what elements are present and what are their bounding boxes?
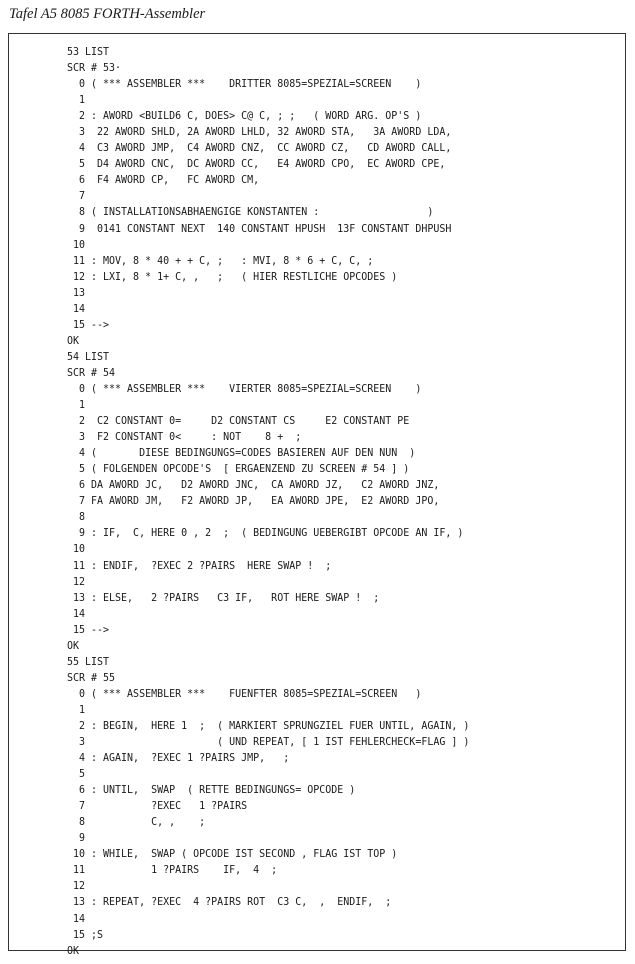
listing-line: 7 <box>67 190 86 203</box>
listing-line: 5 <box>67 768 86 781</box>
listing-line: 4 C3 AWORD JMP, C4 AWORD CNZ, CC AWORD CZ, CD AWORD CALL, <box>67 142 452 155</box>
listing-line: 3 22 AWORD SHLD, 2A AWORD LHLD, 32 AWORD STA, 3A AWORD LDA, <box>67 126 452 139</box>
listing-line: 15 --> <box>67 318 110 331</box>
listing-line: 54 LIST <box>67 350 110 363</box>
listing-line: OK <box>67 334 80 347</box>
listing-line: 13 : REPEAT, ?EXEC 4 ?PAIRS ROT C3 C, , ENDIF, ; <box>67 896 392 909</box>
listing-line: 12 : LXI, 8 * 1+ C, , ; ( HIER RESTLICHE OPCODES ) <box>67 270 398 283</box>
listing-line: 7 FA AWORD JM, F2 AWORD JP, EA AWORD JPE, E2 AWORD JPO, <box>67 495 440 508</box>
listing-line: 10 <box>67 238 86 251</box>
listing-line: 14 <box>67 607 86 620</box>
listing-line: 13 <box>67 286 86 299</box>
listing-line: 9 : IF, C, HERE 0 , 2 ; ( BEDINGUNG UEBERGIBT OPCODE AN IF, ) <box>67 527 464 540</box>
listing-line: 2 C2 CONSTANT 0= D2 CONSTANT CS E2 CONSTANT PE <box>67 415 410 428</box>
listing-line: 53 LIST <box>67 46 110 58</box>
listing-line: SCR # 55 <box>67 671 116 684</box>
listing-line: 14 <box>67 302 86 315</box>
listing-line: 3 F2 CONSTANT 0< : NOT 8 + ; <box>67 431 302 444</box>
listing-line: 11 : MOV, 8 * 40 + + C, ; : MVI, 8 * 6 + C, C, ; <box>67 254 374 267</box>
listing-line: 9 0141 CONSTANT NEXT 140 CONSTANT HPUSH 13F CONSTANT DHPUSH <box>67 222 452 235</box>
listing-line: 1 <box>67 94 86 107</box>
listing-line: 8 <box>67 511 86 524</box>
listing-line: 55 LIST <box>67 655 110 668</box>
listing-line: 3 ( UND REPEAT, [ 1 IST FEHLERCHECK=FLAG ] ) <box>67 736 470 749</box>
listing-line: 10 <box>67 543 86 556</box>
listing-line: 15 --> <box>67 623 110 636</box>
listing-line: 12 <box>67 575 86 588</box>
listing-line: 4 ( DIESE BEDINGUNGS=CODES BASIEREN AUF DEN NUN ) <box>67 447 416 460</box>
listing-line: SCR # 53· <box>67 62 122 75</box>
listing-line: 4 : AGAIN, ?EXEC 1 ?PAIRS JMP, ; <box>67 752 290 765</box>
listing-line: 11 1 ?PAIRS IF, 4 ; <box>67 864 278 877</box>
listing-line: 1 <box>67 399 86 412</box>
listing-line: 8 C, , ; <box>67 816 206 829</box>
listing-line: 15 ;S <box>67 928 104 941</box>
figure-caption: Tafel A5 8085 FORTH-Assembler <box>9 6 206 22</box>
listing-line: 6 F4 AWORD CP, FC AWORD CM, <box>67 174 260 187</box>
listing-line: 9 <box>67 832 86 845</box>
listing-frame <box>8 33 626 957</box>
listing-line: 0 ( *** ASSEMBLER *** FUENFTER 8085=SPEZIAL=SCREEN ) <box>67 687 422 700</box>
listing-line: 7 ?EXEC 1 ?PAIRS <box>67 800 248 813</box>
listing-line: 0 ( *** ASSEMBLER *** VIERTER 8085=SPEZIAL=SCREEN ) <box>67 382 422 395</box>
listing-line: 6 DA AWORD JC, D2 AWORD JNC, CA AWORD JZ, C2 AWORD JNZ, <box>67 479 440 492</box>
listing-line: 2 : AWORD <BUILD6 C, DOES> C@ C, ; ; ( WORD ARG. OP'S ) <box>67 110 422 123</box>
listing-line: 8 ( INSTALLATIONSABHAENGIGE KONSTANTEN : ) <box>67 206 434 219</box>
forth-listing <box>67 44 593 959</box>
listing-line: 5 D4 AWORD CNC, DC AWORD CC, E4 AWORD CPO, EC AWORD CPE, <box>67 158 446 171</box>
listing-line: OK <box>67 639 80 652</box>
listing-line: 0 ( *** ASSEMBLER *** DRITTER 8085=SPEZIAL=SCREEN ) <box>67 78 422 91</box>
listing-line: 14 <box>67 912 86 925</box>
listing-line: OK <box>67 944 80 957</box>
listing-line: 1 <box>67 703 86 716</box>
listing-line: 10 : WHILE, SWAP ( OPCODE IST SECOND , FLAG IST TOP ) <box>67 848 398 861</box>
listing-line: 2 : BEGIN, HERE 1 ; ( MARKIERT SPRUNGZIEL FUER UNTIL, AGAIN, ) <box>67 719 470 732</box>
listing-line: 13 : ELSE, 2 ?PAIRS C3 IF, ROT HERE SWAP ! ; <box>67 591 380 604</box>
listing-line: 5 ( FOLGENDEN OPCODE'S [ ERGAENZEND ZU SCREEN # 54 ] ) <box>67 463 410 476</box>
listing-line: 12 <box>67 880 86 893</box>
listing-line: 6 : UNTIL, SWAP ( RETTE BEDINGUNGS= OPCODE ) <box>67 784 356 797</box>
listing-line: SCR # 54 <box>67 366 116 379</box>
listing-line: 11 : ENDIF, ?EXEC 2 ?PAIRS HERE SWAP ! ; <box>67 559 332 572</box>
